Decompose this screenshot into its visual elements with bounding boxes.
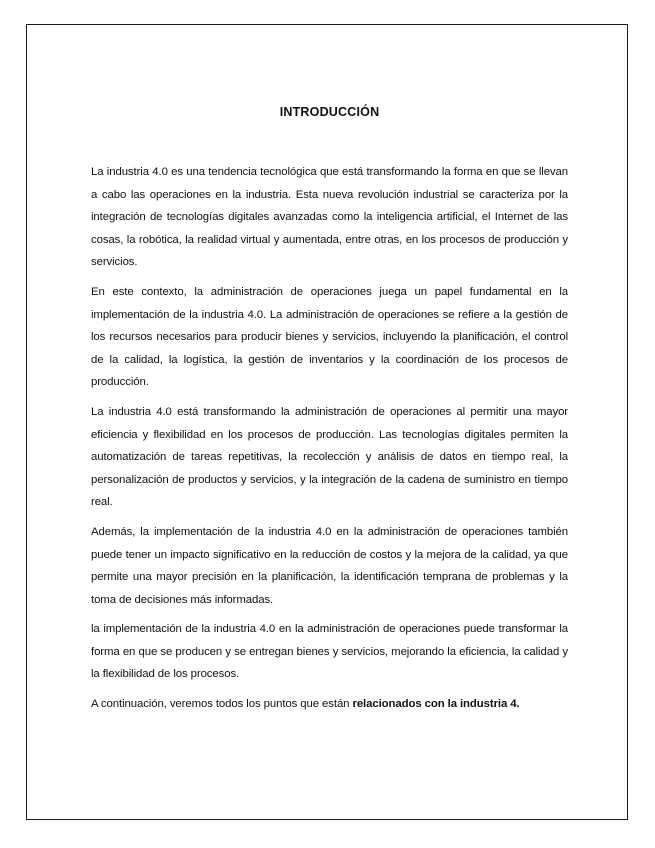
paragraph: La industria 4.0 está transformando la administración de operaciones al permitir una mayor eficiencia y flexibilidad en los procesos de producción. Las tecnologías digitales permiten la automatización de tareas repetitivas, la recolección y análisis de datos en tiempo real, la personalización de productos y servicios, y la integración de la cadena de suministro en tiempo real.: [91, 405, 568, 509]
paragraph: La industria 4.0 es una tendencia tecnológica que está transformando la forma en que se llevan a cabo las operaciones en la industria. Esta nueva revolución industrial se caracteriza por la integración de tecnologías digitales avanzadas como la inteligencia artificial, el Internet de las cosas, la robótica, la realidad virtual y aumentada, entre otras, en los procesos de producción y servicios.: [91, 166, 568, 269]
closing-text: A continuación, veremos todos los puntos que están: [91, 698, 353, 711]
closing-bold-text: relacionados con la industria 4.: [352, 698, 520, 711]
paragraph: la implementación de la industria 4.0 en la administración de operaciones puede transformar la forma en que se producen y se entregan bienes y servicios, mejorando la eficiencia, la calidad y la flexibilidad de los procesos.: [91, 623, 568, 681]
paragraph: En este contexto, la administración de operaciones juega un papel fundamental en la implementación de la industria 4.0. La administración de operaciones se refiere a la gestión de los recursos necesarios para producir bienes y servicios, incluyendo la planificación, el control de la calidad, la logística, la gestión de inventarios y la coordinación de los procesos de producción.: [91, 285, 568, 389]
document-body: [91, 105, 568, 723]
page-title: INTRODUCCIÓN: [279, 105, 380, 119]
paragraph: Además, la implementación de la industria 4.0 en la administración de operaciones también puede tener un impacto significativo en la reducción de costos y la mejora de la calidad, ya que permite una mayor precisión en la planificación, la identificación temprana de problemas y la toma de decisiones más informadas.: [91, 525, 568, 606]
closing-paragraph: [91, 693, 568, 716]
